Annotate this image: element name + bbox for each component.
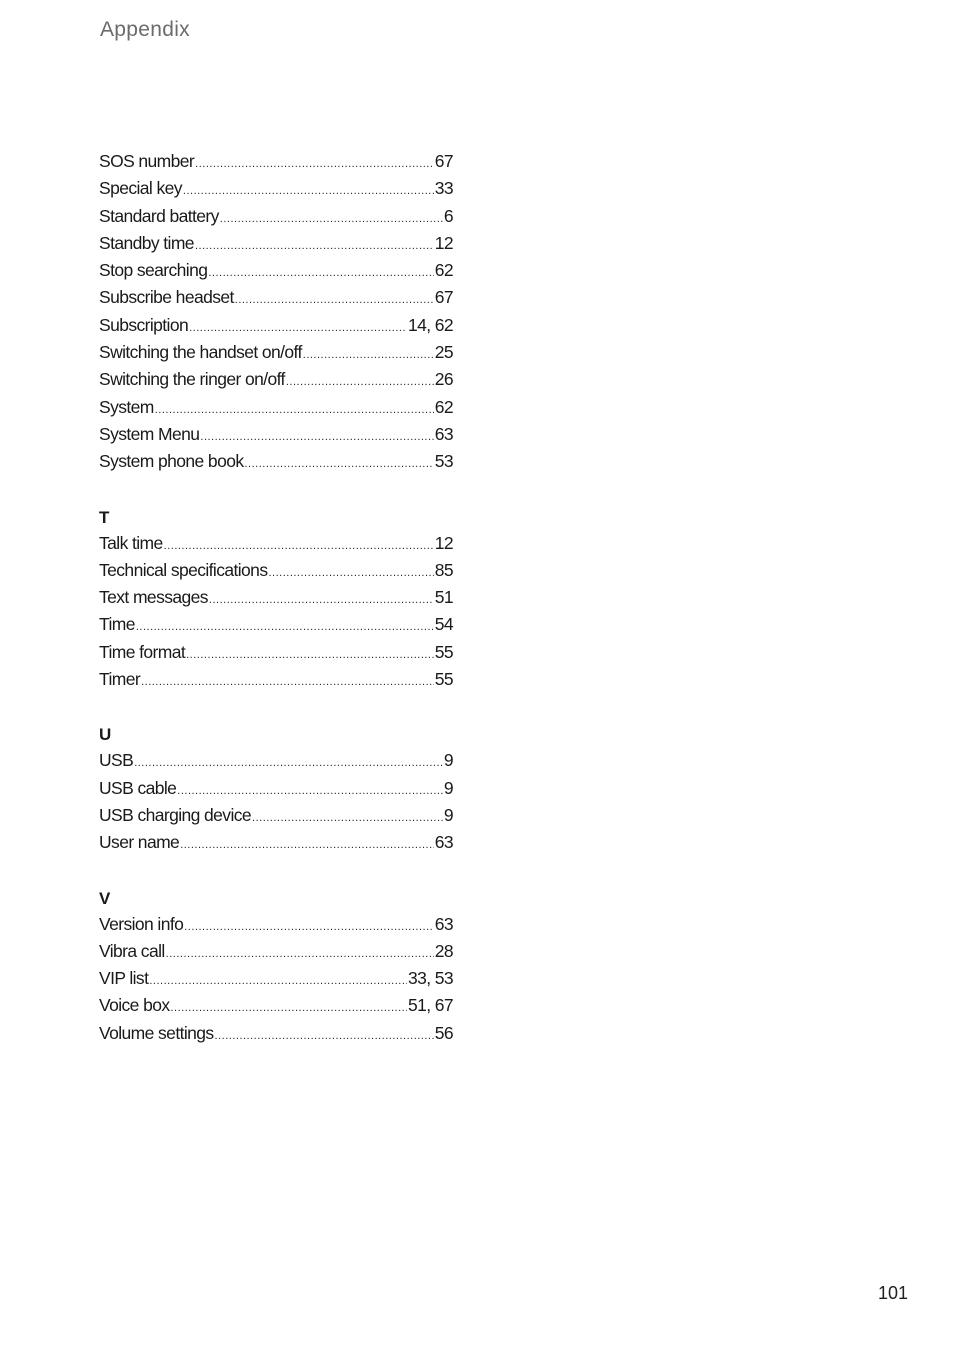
index-entry xyxy=(99,257,453,284)
index-term: User name xyxy=(99,832,180,853)
index-page-ref: 63 xyxy=(434,423,453,444)
dot-leader xyxy=(220,206,443,233)
index-term: Subscribe headset xyxy=(99,287,234,308)
dot-leader xyxy=(209,587,434,614)
index-page-ref: 54 xyxy=(434,614,453,635)
dot-leader xyxy=(134,750,443,777)
index-page-ref: 6 xyxy=(443,205,453,226)
dot-leader xyxy=(303,342,434,369)
index-term: SOS number xyxy=(99,151,195,171)
dot-leader xyxy=(155,397,434,424)
index-term: Technical specifications xyxy=(99,559,268,580)
index-entry xyxy=(99,312,453,339)
index-page-ref: 51 xyxy=(434,587,453,608)
index-section xyxy=(99,884,453,1047)
index-entry xyxy=(99,448,453,475)
index-term: Switching the handset on/off xyxy=(99,342,302,363)
index-term: Volume settings xyxy=(99,1022,214,1043)
index-entry xyxy=(99,230,453,257)
index-page-ref: 33, 53 xyxy=(407,968,453,989)
index-term: Stop searching xyxy=(99,260,208,281)
index-term: Standard battery xyxy=(99,205,219,226)
index-term: VIP list xyxy=(99,968,149,989)
index-page-ref: 12 xyxy=(434,232,453,253)
index-term: Version info xyxy=(99,913,184,934)
index-term: Voice box xyxy=(99,995,170,1016)
dot-leader xyxy=(183,178,434,205)
index-entry xyxy=(99,911,453,938)
dot-leader xyxy=(268,560,433,587)
index-entry xyxy=(99,284,453,311)
index-term: Text messages xyxy=(99,587,208,608)
dot-leader xyxy=(180,832,434,859)
index-page-ref: 62 xyxy=(434,260,453,281)
section-letter: T xyxy=(99,507,110,527)
index-entry xyxy=(99,802,453,829)
index-term: Vibra call xyxy=(99,940,165,961)
index-entry xyxy=(99,639,453,666)
index-entry xyxy=(99,366,453,393)
index-term: Subscription xyxy=(99,314,189,335)
index-entry xyxy=(99,747,453,774)
index-term: Time format xyxy=(99,641,186,662)
index-list xyxy=(99,148,453,1074)
index-term: USB charging device xyxy=(99,804,252,825)
index-term: Standby time xyxy=(99,232,194,253)
index-page-ref: 67 xyxy=(434,287,453,308)
index-term: Switching the ringer on/off xyxy=(99,369,285,390)
index-page-ref: 55 xyxy=(434,669,453,690)
index-page-ref: 26 xyxy=(434,369,453,390)
index-entry xyxy=(99,938,453,965)
index-page-ref: 51, 67 xyxy=(407,995,453,1016)
index-page-ref: 53 xyxy=(434,451,453,472)
index-entry xyxy=(99,965,453,992)
dot-leader xyxy=(186,642,434,669)
dot-leader xyxy=(215,1023,434,1050)
index-page-ref: 12 xyxy=(434,532,453,553)
index-section xyxy=(99,148,453,476)
dot-leader xyxy=(149,968,407,995)
index-entry xyxy=(99,829,453,856)
index-page-ref: 28 xyxy=(434,940,453,961)
index-term: System Menu xyxy=(99,423,200,444)
dot-leader xyxy=(195,151,434,178)
index-term: Talk time xyxy=(99,532,163,553)
index-section xyxy=(99,503,453,694)
dot-leader xyxy=(177,778,443,805)
index-page-ref: 9 xyxy=(443,804,453,825)
index-term: Timer xyxy=(99,669,141,690)
section-letter: V xyxy=(99,888,111,908)
index-entry xyxy=(99,557,453,584)
index-page-ref: 33 xyxy=(434,178,453,199)
index-page-ref: 63 xyxy=(434,913,453,934)
index-term: Special key xyxy=(99,178,182,199)
section-letter: U xyxy=(99,725,112,745)
dot-leader xyxy=(189,315,407,342)
index-entry xyxy=(99,203,453,230)
dot-leader xyxy=(141,669,434,696)
index-page-ref: 25 xyxy=(434,342,453,363)
page-number: 101 xyxy=(877,1283,908,1303)
dot-leader xyxy=(166,941,434,968)
index-page-ref: 63 xyxy=(434,832,453,853)
dot-leader xyxy=(208,260,433,287)
index-term: System xyxy=(99,396,154,417)
running-header: Appendix xyxy=(100,18,190,41)
index-term: Time xyxy=(99,614,135,635)
index-term: USB xyxy=(99,750,134,771)
index-entry xyxy=(99,339,453,366)
index-page-ref: 9 xyxy=(443,750,453,771)
dot-leader xyxy=(235,287,434,314)
index-page-ref: 85 xyxy=(434,559,453,580)
index-page-ref: 55 xyxy=(434,641,453,662)
dot-leader xyxy=(286,369,434,396)
index-entry xyxy=(99,394,453,421)
index-page-ref: 9 xyxy=(443,777,453,798)
index-section xyxy=(99,720,453,856)
index-entry xyxy=(99,992,453,1019)
index-entry xyxy=(99,666,453,693)
index-entry xyxy=(99,1020,453,1047)
dot-leader xyxy=(200,424,433,451)
index-entry xyxy=(99,611,453,638)
index-entry xyxy=(99,775,453,802)
dot-leader xyxy=(171,995,407,1022)
index-page-ref: 14, 62 xyxy=(407,314,453,335)
dot-leader xyxy=(252,805,443,832)
dot-leader xyxy=(136,614,434,641)
dot-leader xyxy=(195,233,434,260)
index-entry xyxy=(99,148,453,175)
index-entry xyxy=(99,584,453,611)
dot-leader xyxy=(164,533,434,560)
index-term: System phone book xyxy=(99,451,244,472)
index-term: USB cable xyxy=(99,777,177,798)
index-page-ref: 67 xyxy=(434,151,453,171)
dot-leader xyxy=(244,451,433,478)
index-page-ref: 56 xyxy=(434,1022,453,1043)
index-entry xyxy=(99,175,453,202)
index-entry xyxy=(99,421,453,448)
dot-leader xyxy=(184,914,433,941)
index-entry xyxy=(99,530,453,557)
index-page-ref: 62 xyxy=(434,396,453,417)
